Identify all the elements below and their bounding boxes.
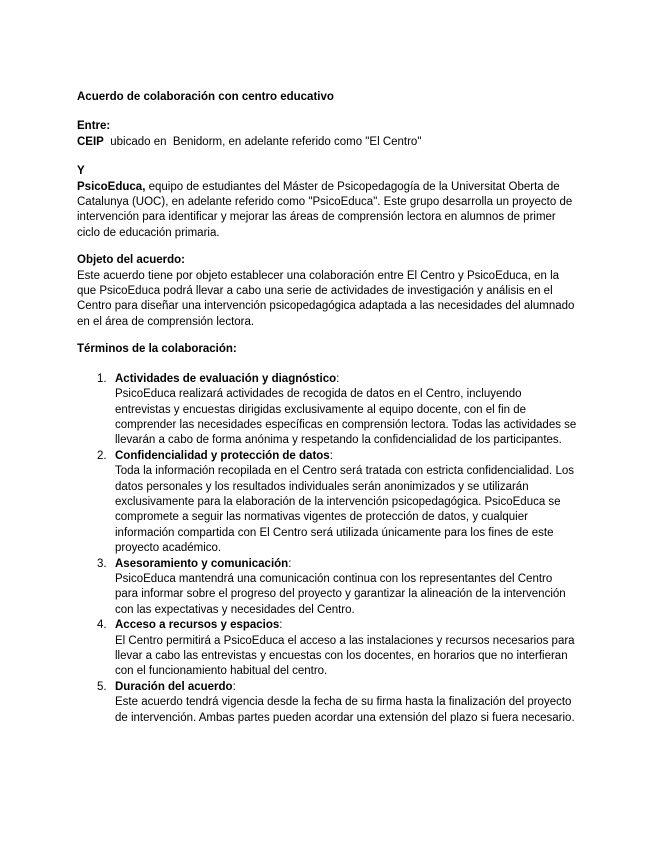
clause-1-colon: : xyxy=(336,372,340,385)
party-2-text: equipo de estudiantes del Máster de Psicopedagogía de la Universitat Oberta de Catalunya (UOC), en adelante referido como "PsicoEduca". Este grupo desarrolla un proyecto de intervención para identificar y mejorar las áreas de comprensión lectora en alumnos de primer ciclo de educación primaria. xyxy=(77,180,573,239)
parties-connector: Y xyxy=(77,165,85,178)
clause-1-title: Actividades de evaluación y diagnóstico xyxy=(115,372,337,385)
document-content xyxy=(77,90,577,726)
party-1-text: ubicado en Benidorm, en adelante referido como "El Centro" xyxy=(103,135,422,148)
clause-3-body: PsicoEduca mantendrá una comunicación continua con los representantes del Centro para informar sobre el progreso del proyecto y garantizar la alineación de la intervención con las expectativas y necesidades del Centro. xyxy=(115,572,566,616)
party-1 xyxy=(77,135,577,150)
clause-2-colon: : xyxy=(329,449,333,462)
party-1-name: CEIP xyxy=(77,135,104,148)
clause-3-title: Asesoramiento y comunicación xyxy=(115,557,289,570)
party-2 xyxy=(77,180,577,242)
clause-2-title: Confidencialidad y protección de datos xyxy=(115,449,330,462)
clause-4 xyxy=(77,618,577,680)
parties-section xyxy=(77,119,577,241)
clause-1-body: PsicoEduca realizará actividades de recogida de datos en el Centro, incluyendo entrevistas y encuestas dirigidas exclusivamente al equipo docente, con el fin de comprender las necesidades específicas en comprensión lectora. Todas las actividades se llevarán a cabo de forma anónima y respetando la confidencialidad de los participantes. xyxy=(115,388,577,447)
clause-5-number: 5. xyxy=(97,680,107,693)
clause-2-number: 2. xyxy=(97,449,107,462)
clause-4-body: El Centro permitirá a PsicoEduca el acceso a las instalaciones y recursos necesarios para llevar a cabo las entrevistas y encuestas con los docentes, en horarios que no interfieran con el funcionamiento habitual del centro. xyxy=(115,634,575,678)
parties-label: Entre: xyxy=(77,120,111,133)
clause-5-title: Duración del acuerdo xyxy=(115,680,233,693)
clause-5-body: Este acuerdo tendrá vigencia desde la fecha de su firma hasta la finalización del proyecto de intervención. Ambas partes pueden acordar una extensión del plazo si fuera necesario. xyxy=(115,696,575,724)
clause-3 xyxy=(77,557,577,619)
clause-3-number: 3. xyxy=(97,557,107,570)
clause-5-colon: : xyxy=(232,680,236,693)
document-title: Acuerdo de colaboración con centro educativo xyxy=(77,91,334,103)
clause-2 xyxy=(77,449,577,557)
clause-2-body: Toda la información recopilada en el Centro será tratada con estricta confidencialidad. Los datos personales y los resultados individuales serán anonimizados y se utilizarán exclusivamente para la elaboración de la intervención psicopedagógica. PsicoEduca se compromete a seguir las normativas vigentes de protección de datos, y cualquier información compartida con El Centro será utilizada únicamente para los fines de este proyecto académico. xyxy=(115,465,574,555)
clause-4-colon: : xyxy=(279,619,283,632)
objective-text: Este acuerdo tiene por objeto establecer una colaboración entre El Centro y PsicoEduca, en la que PsicoEduca podrá llevar a cabo una serie de actividades de investigación y análisis en el Centro para diseñar una intervención psicopedagógica adaptada a las necesidades del alumnado en el área de comprensión lectora. xyxy=(77,269,575,328)
terms-section xyxy=(77,342,577,726)
clause-1 xyxy=(77,372,577,449)
terms-list xyxy=(77,372,577,726)
objective-label: Objeto del acuerdo: xyxy=(77,254,185,267)
terms-label: Términos de la colaboración: xyxy=(77,343,237,356)
clause-4-title: Acceso a recursos y espacios xyxy=(115,619,280,632)
clause-5 xyxy=(77,680,577,726)
party-2-name: PsicoEduca, xyxy=(77,180,146,193)
clause-1-number: 1. xyxy=(97,372,107,385)
clause-3-colon: : xyxy=(288,557,292,570)
objective-section xyxy=(77,253,577,330)
clause-4-number: 4. xyxy=(97,619,107,632)
